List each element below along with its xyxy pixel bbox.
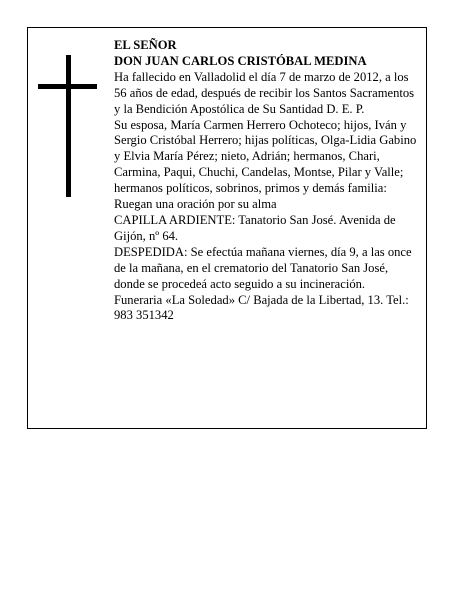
death-info: Ha fallecido en Valladolid el día 7 de marzo de 2012, a los 56 años de edad, después de recibir los Santos Sacramentos y la Bendición Apostólica de Su Santidad D. E. P. xyxy=(114,69,415,116)
cross-icon-bar xyxy=(38,84,97,89)
deceased-name: DON JUAN CARLOS CRISTÓBAL MEDINA xyxy=(114,53,367,68)
heading-line-1: EL SEÑOR xyxy=(114,38,177,52)
prayer-request: Ruegan una oración por su alma xyxy=(114,197,277,212)
chapel-info: CAPILLA ARDIENTE: Tanatorio San José. Avenida de Gijón, nº 64. xyxy=(114,212,396,243)
funeral-home-info: Funeraria «La Soledad» C/ Bajada de la Libertad, 13. Tel.: 983 351342 xyxy=(114,292,409,323)
cross-icon xyxy=(66,55,71,197)
family-list: Su esposa, María Carmen Herrero Ochoteco; hijos, Iván y Sergio Cristóbal Herrero; hijas políticas, Olga-Lidia Gabino y Elvia María Pérez; nieto, Adrián; hermanos, Chari, Carmina, Paqui, Chuchi, Candelas, Montse, Pilar y Valle; hermanos políticos, sobrinos, primos y demás familia: xyxy=(114,117,417,196)
notice-text xyxy=(114,38,420,324)
farewell-info: DESPEDIDA: Se efectúa mañana viernes, día 9, a las once de la mañana, en el crematorio del Tanatorio San José, donde se procedeá acto seguido a su incineración. xyxy=(114,244,412,291)
